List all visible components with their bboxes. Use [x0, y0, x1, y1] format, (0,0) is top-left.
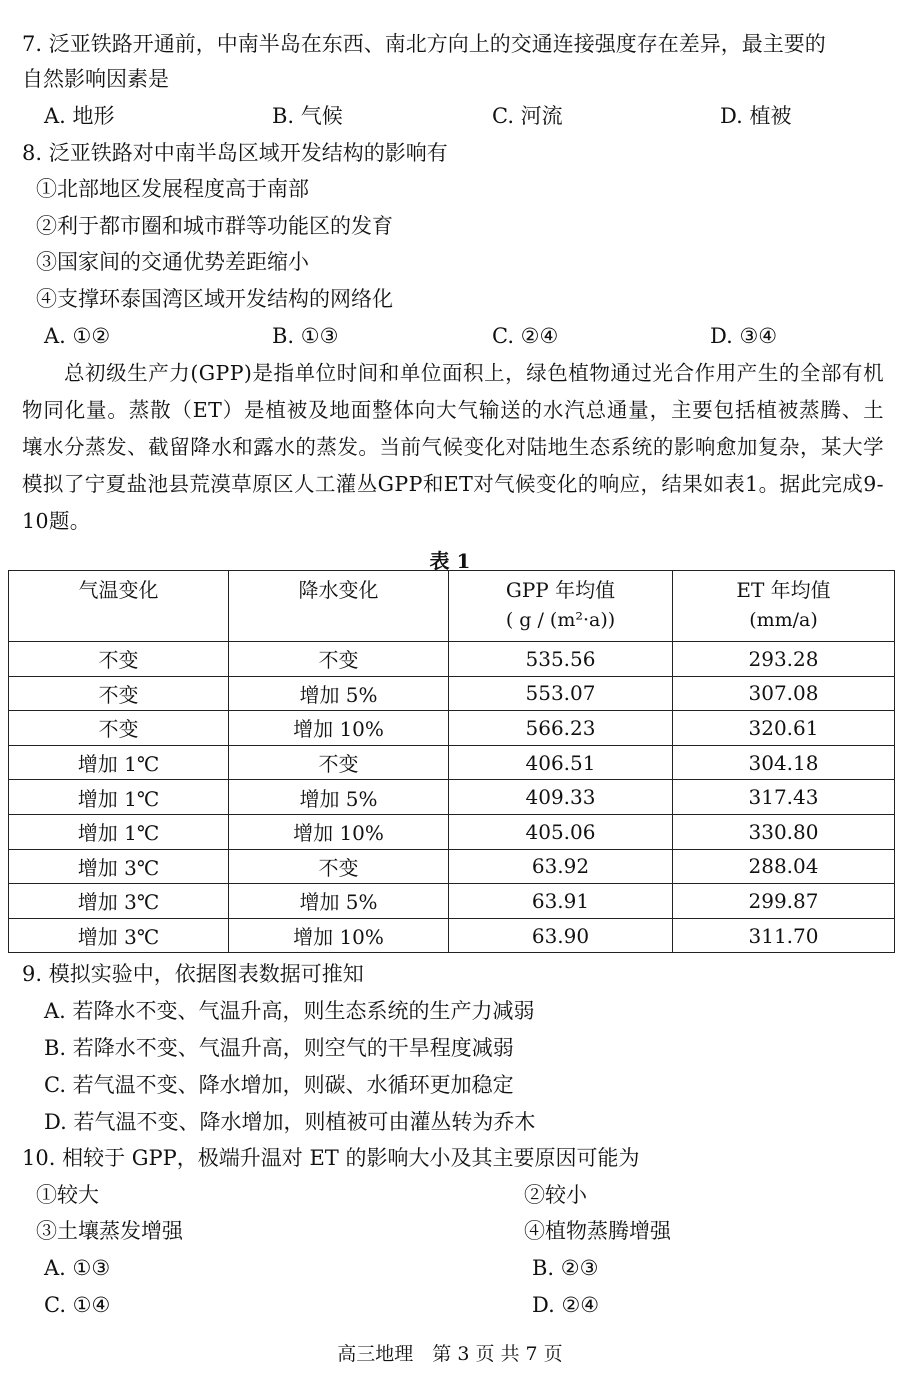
q8-stem: 8. 泛亚铁路对中南半岛区域开发结构的影响有 [22, 141, 448, 165]
cell-gpp: 409.33 [449, 780, 673, 815]
cell-temperature: 增加 3℃ [9, 884, 229, 919]
q10-option-a: A. ①③ [44, 1256, 111, 1280]
cell-gpp: 63.90 [449, 918, 673, 953]
q8-option-b: B. ①③ [272, 324, 339, 348]
cell-et: 317.43 [673, 780, 895, 815]
header-gpp-unit: ( g / (m²·a)) [505, 609, 616, 631]
header-et-unit: (mm/a) [749, 609, 818, 631]
q9-stem: 9. 模拟实验中，依据图表数据可推知 [22, 962, 364, 986]
cell-temperature: 不变 [9, 642, 229, 677]
table-row [9, 711, 895, 746]
data-table [8, 570, 895, 953]
header-precipitation: 降水变化 [229, 571, 449, 642]
cell-temperature: 增加 1℃ [9, 814, 229, 849]
q10-stem: 10. 相较于 GPP，极端升温对 ET 的影响大小及其主要原因可能为 [22, 1146, 640, 1170]
cell-et: 330.80 [673, 814, 895, 849]
q9-option-b: B. 若降水不变、气温升高，则空气的干旱程度减弱 [44, 1036, 514, 1060]
cell-et: 311.70 [673, 918, 895, 953]
header-gpp: GPP 年均值 ( g / (m²·a)) [449, 571, 673, 642]
table-row [9, 780, 895, 815]
cell-temperature: 增加 3℃ [9, 918, 229, 953]
q7-option-b: B. 气候 [272, 104, 343, 128]
cell-precipitation: 增加 10% [229, 814, 449, 849]
cell-gpp: 405.06 [449, 814, 673, 849]
cell-et: 299.87 [673, 884, 895, 919]
cell-et: 304.18 [673, 745, 895, 780]
q7-option-c: C. 河流 [492, 104, 563, 128]
table-header-row [9, 571, 895, 642]
cell-gpp: 553.07 [449, 676, 673, 711]
cell-temperature: 不变 [9, 676, 229, 711]
q10-option-b: B. ②③ [532, 1256, 599, 1280]
cell-precipitation: 增加 5% [229, 884, 449, 919]
cell-precipitation: 增加 10% [229, 711, 449, 746]
table-row [9, 676, 895, 711]
cell-temperature: 不变 [9, 711, 229, 746]
table-caption: 表 1 [429, 549, 471, 573]
cell-temperature: 增加 3℃ [9, 849, 229, 884]
q8-option-c: C. ②④ [492, 324, 559, 348]
cell-precipitation: 不变 [229, 849, 449, 884]
q8-item-4: ④支撑环泰国湾区域开发结构的网络化 [36, 287, 393, 311]
table-row [9, 849, 895, 884]
q8-item-1: ①北部地区发展程度高于南部 [36, 177, 309, 201]
q7-option-d: D. 植被 [720, 104, 792, 128]
table-row [9, 884, 895, 919]
table-row [9, 814, 895, 849]
q9-option-a: A. 若降水不变、气温升高，则生态系统的生产力减弱 [44, 999, 535, 1023]
q10-item-3: ③土壤蒸发增强 [36, 1219, 183, 1243]
header-temperature: 气温变化 [9, 571, 229, 642]
q7-option-a: A. 地形 [44, 104, 115, 128]
q10-option-c: C. ①④ [44, 1293, 111, 1317]
cell-precipitation: 增加 5% [229, 676, 449, 711]
q8-option-a: A. ①② [44, 324, 111, 348]
table-row [9, 918, 895, 953]
cell-et: 320.61 [673, 711, 895, 746]
q8-item-3: ③国家间的交通优势差距缩小 [36, 250, 309, 274]
table-row [9, 745, 895, 780]
cell-precipitation: 不变 [229, 642, 449, 677]
header-et: ET 年均值 (mm/a) [673, 571, 895, 642]
q7-stem-line2: 自然影响因素是 [22, 67, 169, 91]
cell-gpp: 406.51 [449, 745, 673, 780]
cell-gpp: 63.91 [449, 884, 673, 919]
page-footer: 高三地理 第 3 页 共 7 页 [337, 1343, 563, 1365]
cell-precipitation: 增加 10% [229, 918, 449, 953]
cell-gpp: 535.56 [449, 642, 673, 677]
q10-item-2: ②较小 [524, 1183, 587, 1207]
cell-et: 293.28 [673, 642, 895, 677]
q10-option-d: D. ②④ [532, 1293, 600, 1317]
q9-option-c: C. 若气温不变、降水增加，则碳、水循环更加稳定 [44, 1073, 514, 1097]
cell-gpp: 566.23 [449, 711, 673, 746]
cell-et: 307.08 [673, 676, 895, 711]
cell-temperature: 增加 1℃ [9, 745, 229, 780]
q9-option-d: D. 若气温不变、降水增加，则植被可由灌丛转为乔木 [44, 1110, 536, 1134]
passage: 总初级生产力(GPP)是指单位时间和单位面积上，绿色植物通过光合作用产生的全部有机物同化量。蒸散（ET）是植被及地面整体向大气输送的水汽总通量，主要包括植被蒸腾、土壤水分蒸发、截留降水和露水的蒸发。当前气候变化对陆地生态系统的影响愈加复杂，某大学模拟了宁夏盐池县荒漠草原区人工灌丛GPP和ET对气候变化的响应，结果如表1。据此完成9-10题。 [22, 361, 884, 533]
q10-item-1: ①较大 [36, 1183, 99, 1207]
q10-item-4: ④植物蒸腾增强 [524, 1219, 671, 1243]
table-row [9, 642, 895, 677]
cell-precipitation: 不变 [229, 745, 449, 780]
q8-item-2: ②利于都市圈和城市群等功能区的发育 [36, 214, 393, 238]
cell-precipitation: 增加 5% [229, 780, 449, 815]
cell-gpp: 63.92 [449, 849, 673, 884]
q7-stem-line1: 7. 泛亚铁路开通前，中南半岛在东西、南北方向上的交通连接强度存在差异，最主要的 [22, 32, 826, 56]
cell-temperature: 增加 1℃ [9, 780, 229, 815]
q8-option-d: D. ③④ [710, 324, 778, 348]
cell-et: 288.04 [673, 849, 895, 884]
